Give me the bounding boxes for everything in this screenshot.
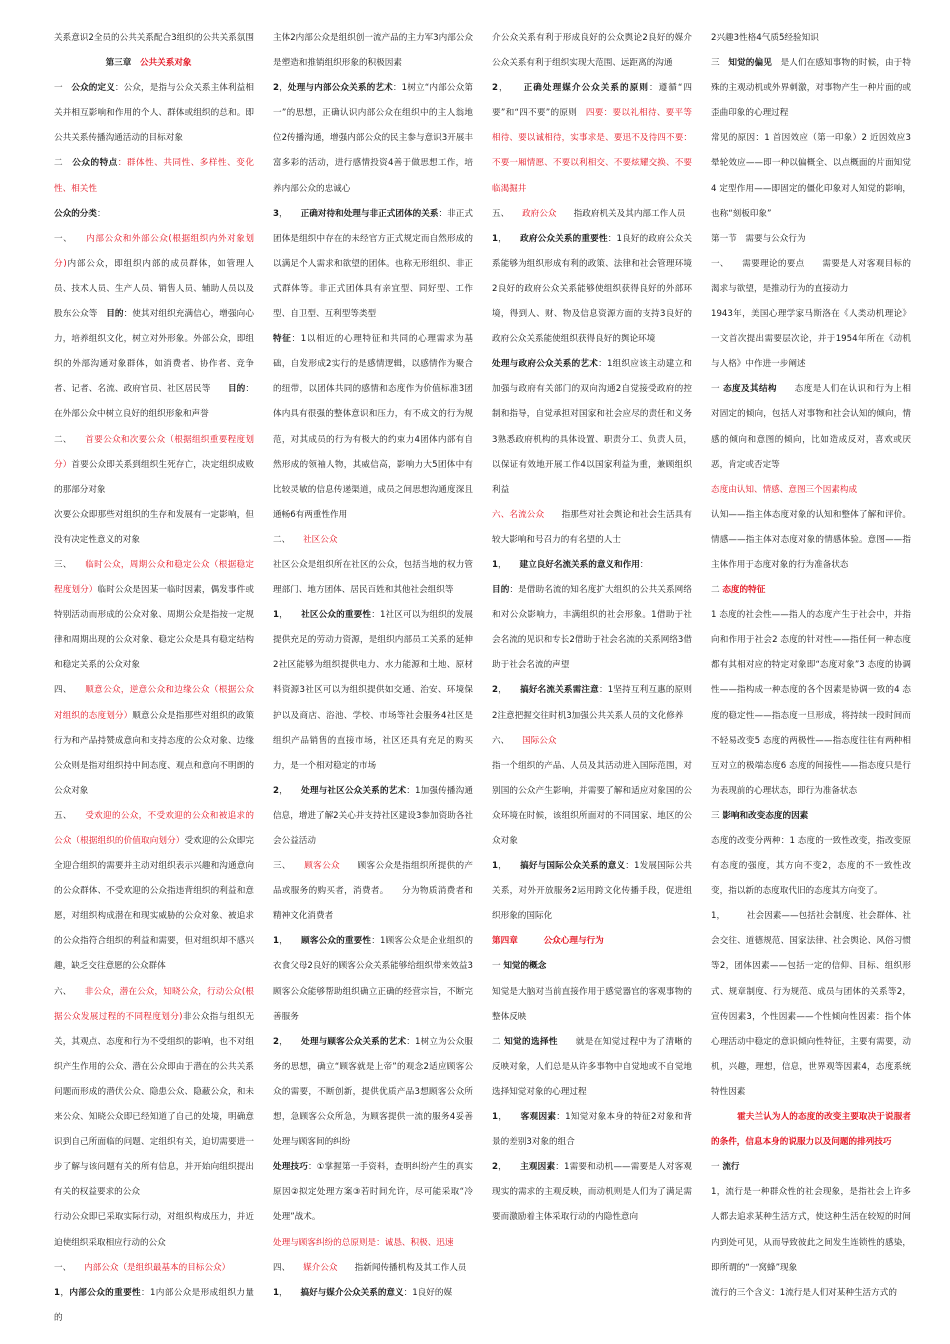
text-run: ：在外部公众中树立良好的组织形象和声誉: [54, 384, 254, 420]
text-run: 三、: [54, 559, 86, 570]
text-run: ，: [278, 1036, 302, 1047]
text-run: 一: [711, 1162, 723, 1173]
paragraph: [54, 26, 254, 51]
text-run: 主体2内部公众是组织创一流产品的主力军3内部公众是塑造和推销组织形象的积极因素: [273, 33, 473, 69]
text-run: 受欢迎的公众即完全迎合组织的需要并主动对组织表示兴趣和沟通意向的公众群体、不受欢迎的公众指违背组织的利益和意愿，对组织构成潜在和现实威胁的公众对象、被追求的公众指符合组织的利益和需要，但对组织却不感兴趣，缺乏交往意愿的公众群体: [54, 836, 254, 972]
text-run: 第一节 需要与公众行为: [711, 233, 806, 244]
text-run: 1: [492, 861, 498, 872]
text-run: 2: [492, 685, 498, 696]
text-run: 一、: [54, 1262, 85, 1273]
paragraph: [54, 1281, 254, 1326]
text-run: 国际公众: [522, 735, 557, 746]
paragraph: [711, 1155, 911, 1180]
text-run: 顺意公众，逆意公众和边缘公众（根据公众对组织的态度划分）: [54, 685, 254, 721]
paragraph: [273, 327, 473, 528]
text-run: ：群体性、共同性、多样性、变化性、相关性: [54, 158, 254, 194]
paragraph: [711, 804, 911, 829]
text-run: 客观因素: [520, 1112, 557, 1123]
text-run: 正确对待和处理与非正式团体的关系: [300, 208, 439, 219]
text-run: 社区公众的重要性: [301, 610, 372, 621]
text-run: 媒介公众: [303, 1262, 338, 1273]
text-run: 搞好与国际公众关系的意义: [520, 861, 626, 872]
paragraph: [492, 729, 692, 754]
text-run: 临时公众，周期公众和稳定公众（根据稳定程度划分）: [54, 559, 254, 596]
text-run: 1: [492, 1112, 498, 1123]
text-run: ：1组织应该主动建立和加强与政府有关部门的双向沟通2自觉接受政府的控制和指导，自觉承担对国家和社会应尽的责任和义务3熟悉政府机构的具体设置、职责分工、负责人员，以保证有效地开展工作4以国家利益为重，兼顾组织利益: [492, 359, 692, 495]
paragraph: [273, 528, 473, 553]
paragraph: [273, 1155, 473, 1230]
text-run: ，: [497, 559, 520, 570]
text-run: 一、: [54, 233, 87, 244]
text-run: 第四章 公众心理与行为: [492, 936, 604, 947]
paragraph: [54, 804, 254, 980]
text-run: 处理技巧: [273, 1162, 308, 1173]
text-run: 是人们在感知事物的时候，由于特殊的主观动机或外界刺激，对事物产生一种片面的或歪曲印象的心理过程: [711, 58, 911, 119]
text-run: ：1良好的政府公众关系能够为组织形成有利的政策、法律和社会管理环境2良好的政府公众关系能够使组织获得良好的外部环境，得到人、财、物及信息资源方面的支持3良好的政府公众关系能使组织获得良好的舆论环境: [492, 233, 692, 345]
text-run: 四、: [54, 685, 86, 696]
paragraph: [54, 1205, 254, 1255]
paragraph: [273, 76, 473, 201]
text-run: 介公众关系有利于形成良好的公众舆论2良好的媒介公众关系有利于组织实现大范围、远距离的沟通: [492, 33, 692, 69]
text-run: 三、: [273, 861, 305, 872]
text-run: 二: [711, 585, 723, 596]
paragraph: [273, 603, 473, 779]
paragraph: [492, 553, 692, 578]
text-run: 首要公众和次要公众（根据组织重要程度划分）: [54, 434, 254, 470]
text-run: 1: [492, 233, 498, 244]
paragraph: [492, 1155, 692, 1230]
text-run: 目的: [106, 309, 124, 320]
paragraph: [492, 678, 692, 728]
text-run: 非公众，潜在公众，知晓公众，行动公众(根据公众发展过程的不同程度划分): [54, 986, 254, 1022]
text-run: 公众的特点: [72, 158, 118, 169]
text-run: ，: [278, 610, 302, 621]
text-run: 顾客公众的重要性: [301, 936, 372, 947]
text-run: 2: [492, 83, 498, 94]
paragraph: [492, 227, 692, 352]
paragraph: [711, 26, 911, 51]
paragraph: [711, 603, 911, 804]
text-run: ，: [497, 83, 524, 94]
paragraph: [273, 1281, 473, 1306]
text-run: 常见的原因：1 首因效应（第一印象）2 近因效应3 晕轮效应——即一种以偏概全、以点概面的片面知觉4 定型作用——即固定的僵化印象对人知觉的影响，也称“刻板印象”: [711, 133, 911, 219]
text-run: 内部公众（是组织最基本的目标公众）: [84, 1262, 231, 1273]
paragraph: [492, 980, 692, 1030]
text-run: 搞好名流关系需注意: [520, 685, 599, 696]
text-run: ：非正式团体是组织中存在的未经官方正式规定而自然形成的以满足个人需求和欲望的团体。也称无形组织、非正式群体等。非正式团体具有亲宜型、同好型、工作型、自卫型、互利型等类型: [273, 208, 473, 320]
text-run: 二、: [273, 534, 304, 545]
text-run: 二: [54, 158, 73, 169]
text-run: 知觉的选择性: [504, 1036, 558, 1047]
text-run: 特征: [273, 334, 292, 345]
paragraph: [711, 126, 911, 226]
text-run: 霍夫兰认为人的态度的改变主要取决于说服者的条件，信息本身的说服力以及问题的排列技巧: [711, 1112, 911, 1148]
text-run: 处理与顾客公众关系的艺术: [301, 1036, 407, 1047]
text-run: 顾客公众: [304, 861, 340, 872]
text-run: 指那些对社会舆论和社会生活具有较大影响和号召力的有名望的人士: [492, 509, 692, 545]
text-run: 1: [273, 610, 279, 621]
paragraph: [711, 377, 911, 477]
text-run: ，: [497, 1112, 521, 1123]
paragraph: [54, 151, 254, 201]
paragraph: [54, 76, 254, 151]
text-column-4: [711, 26, 911, 1326]
text-column-3: [492, 26, 692, 1326]
paragraph: [492, 929, 692, 954]
text-run: 一、 需要理论的要点 需要是人对客观目标的渴求与欲望，是推动行为的直接动力: [711, 258, 911, 294]
paragraph: [711, 1105, 911, 1155]
text-run: ：1内部公众是形成组织力量的: [54, 1287, 254, 1323]
text-run: 一: [492, 961, 504, 972]
text-column-1: [54, 26, 254, 1326]
text-run: 顺意公众是指那些对组织的政策行为和产品持赞成意向和支持态度的公众对象、边缘公众则是指对组织持中间态度、观点和意向不明朗的公众对象: [54, 710, 254, 796]
text-column-2: [273, 26, 473, 1326]
text-run: 知觉是大脑对当前直接作用于感觉器官的客观事物的整体反映: [492, 986, 692, 1022]
text-run: 公众的分类: [54, 208, 97, 219]
text-run: ，: [278, 785, 302, 796]
text-run: 第三章: [54, 58, 140, 69]
text-run: ：1坚持互利互惠的原则2注意把握交往时机3加强公共关系人员的文化修养: [492, 685, 692, 721]
text-run: 2: [273, 1036, 279, 1047]
paragraph: [54, 678, 254, 803]
text-run: 搞好与媒介公众关系的意义: [300, 1287, 404, 1298]
paragraph: [492, 76, 692, 201]
text-run: ，: [278, 1287, 301, 1298]
text-run: ，: [278, 208, 301, 219]
text-run: 态度的特征: [722, 585, 766, 596]
paragraph: [492, 954, 692, 979]
document-page: [54, 26, 912, 1326]
text-run: 指新闻传播机构及其工作人员: [337, 1262, 467, 1273]
paragraph: [711, 503, 911, 578]
text-run: 正确处理媒介公众关系的原则: [523, 83, 649, 94]
text-run: 六、: [492, 735, 523, 746]
text-run: 处理与社区公众关系的艺术: [301, 785, 407, 796]
text-run: 内部公众和外部公众(根据组织内外对象划分): [54, 233, 254, 269]
text-run: ：1知觉对象本身的特征2对象和背景的差别3对象的组合: [492, 1112, 692, 1148]
text-run: 五、: [492, 208, 523, 219]
paragraph: [273, 202, 473, 327]
paragraph: [492, 578, 692, 678]
text-run: ：1发展国际公共关系，对外开放服务2运用跨文化传播手段，促进组织形象的国际化: [492, 861, 692, 922]
text-run: ：1树立为公众服务的思想，确立“顾客就是上帝”的观念2适应顾客公众的需要，不断创新，提供优质产品3想顾客公众所想，急顾客公众所急，为顾客提供一流的服务4妥善处理与顾客间的纠纷: [273, 1036, 473, 1148]
paragraph: [492, 26, 692, 76]
text-run: ：是借助名流的知名度扩大组织的公共关系网络和对公众影响力，丰满组织的社会形象。1借助于社会名流的见识和专长2借助于社会名流的关系网络3借助于社会名流的声望: [492, 585, 692, 671]
paragraph: [492, 754, 692, 854]
text-run: 态度及其结构: [723, 384, 777, 395]
text-run: 就是在知觉过程中为了清晰的反映对象，人们总是从许多事物中自觉地或不自觉地选择知觉对象的心理过程: [492, 1036, 692, 1097]
paragraph: [273, 26, 473, 76]
text-run: ：公众，是指与公众关系主体利益相关并相互影响和作用的个人、群体或组织的总和。即公共关系传播沟通活动的目标对象: [54, 83, 254, 144]
text-run: 三: [711, 58, 729, 69]
text-run: ，: [278, 936, 302, 947]
paragraph: [711, 1180, 911, 1280]
text-run: 流行的三个含义：1流行是人们对某种生活方式的: [711, 1287, 897, 1298]
text-run: 态度由认知、情感、意图三个因素构成: [711, 484, 858, 495]
text-run: 认知——指主体态度对象的认知和整体了解和评价。情感——指主体对态度对象的情感体验。意图——指主体作用于态度对象的行为准备状态: [711, 509, 911, 570]
text-run: 一: [711, 384, 724, 395]
text-run: ：1树立“内部公众第一”的思想，正确认识内部公众在组织中的主人翁地位2传播沟通，增强内部公众的民主参与意识3开展丰富多彩的活动，进行感情投资4善于做思想工作，培养内部公众的忠诚心: [273, 83, 473, 194]
paragraph: [492, 202, 692, 227]
text-run: 受欢迎的公众，不受欢迎的公众和被追求的公众（根据组织的价值取向划分）: [54, 810, 254, 846]
text-run: 社区公众: [303, 534, 338, 545]
paragraph: [492, 1030, 692, 1105]
paragraph: [492, 1105, 692, 1155]
text-run: 1: [54, 1287, 60, 1298]
paragraph: [711, 51, 911, 126]
text-run: 政府公众关系的重要性: [520, 233, 608, 244]
text-run: 顾客公众是指组织所提供的产品或服务的购买者，消费者。 分为物质消费者和精神文化消费者: [273, 861, 473, 922]
text-run: 1， 社会因素——包括社会制度、社会群体、社会交往、道德规范、国家法律、社会舆论、风俗习惯等2，团体因素——包括一定的信仰、目标、组织形式、规章制度、行为规范、成员与团体的关系等2，宣传因素3，个性因素——个性倾向性因素：指个体心理活动中稳定的意识倾向性特征，主要有需要，动机，兴趣，理想，信息，世界观等因素4，态度系统特性因素: [711, 911, 911, 1097]
paragraph: [711, 829, 911, 904]
text-run: ，: [497, 685, 521, 696]
text-run: ，: [59, 1287, 70, 1298]
text-run: 五、: [54, 810, 86, 821]
text-run: 指政府机关及其内部工作人员: [556, 208, 686, 219]
text-run: 1: [273, 936, 279, 947]
paragraph: [273, 779, 473, 854]
paragraph: [273, 1030, 473, 1155]
paragraph: [54, 553, 254, 678]
text-run: 处理与政府公众关系的艺术: [492, 359, 599, 370]
text-run: 政府公众: [522, 208, 557, 219]
text-run: 态度的改变分两种：1 态度的一致性改变，指改变原有态度的强度，其方向不变2，态度的不一致性改变，指以新的态度取代旧的态度其方向变了。: [711, 836, 911, 897]
text-run: 3: [273, 208, 279, 219]
text-run: ：: [96, 208, 106, 219]
text-run: 目的: [227, 384, 246, 395]
text-run: 内部公众的重要性: [69, 1287, 141, 1298]
paragraph: [273, 1256, 473, 1281]
text-run: 处理与顾客纠纷的总原则是：诚恳、积极、迅速: [273, 1237, 454, 1248]
paragraph: [273, 854, 473, 929]
text-run: ：1社区可以为组织的发展提供充足的劳动力资源，是组织内部员工关系的延伸2社区能够为组织提供电力、水力能源和土地、原材料资源3社区可以为组织提供如交通、治安、环境保护以及商店、浴池、学校、市场等社会服务4社区是组织产品销售的直接市场，社区还具有充足的购买力，是一个相对稳定的市场: [273, 610, 473, 771]
paragraph: [711, 252, 911, 302]
text-run: 态度是人们在认识和行为上相对固定的倾向，包括人对事物和社会认知的倾向，情感的倾向和意图的倾向，比如造成反对，喜欢或厌恶，肯定或否定等: [711, 384, 911, 470]
text-run: ，: [497, 861, 521, 872]
text-run: 建立良好名流关系的意义和作用: [519, 559, 640, 570]
text-run: 知觉的概念: [503, 961, 547, 972]
text-run: 2: [273, 785, 279, 796]
text-run: 三: [711, 810, 723, 821]
text-run: 内部公众，即组织内部的成员群体，如管理人员、技术人员、生产人员、销售人员、辅助人员以及股东公众等: [54, 258, 254, 320]
text-run: 二: [492, 1036, 505, 1047]
text-run: 2: [273, 83, 279, 94]
paragraph: [54, 227, 254, 428]
paragraph: [492, 352, 692, 503]
paragraph: [273, 553, 473, 603]
text-run: 次要公众即那些对组织的生存和发展有一定影响，但没有决定性意义的对象: [54, 509, 254, 545]
paragraph: [711, 578, 911, 603]
text-run: 首要公众即关系到组织生死存亡，决定组织成败的那部分对象: [54, 459, 254, 495]
paragraph: [54, 51, 254, 76]
text-run: 1943年，美国心理学家马斯洛在《人类动机理论》一文首次提出需要层次论，并于1954年所在《动机与人格》中作进一步阐述: [711, 309, 911, 370]
text-run: ：: [639, 559, 649, 570]
text-run: 二、: [54, 434, 86, 445]
text-run: 2兴趣3性格4气质5经验知识: [711, 33, 819, 43]
text-run: ：使其对组织充满信心，增强向心力，培养组织文化，树立对外形象。外部公众，即组织的外部沟通对象群体，如消费者、协作者、竞争者、记者、名流、政府官员、社区居民等: [54, 309, 254, 395]
text-run: ：1以相近的心理特征和共同的心理需求为基础，自发形成2实行的是感情逻辑，以感情作为聚合的纽带，以团体共同的感情和态度作为价值标准3团体内具有很强的整体意识和压力，有不成文的行为规范，对其成员的行为有极大的约束力4团体内部有自然形成的领袖人物，其威信高，影响力大5团体中有比较灵敏的信息传递渠道，成员之间思想沟通度深且通畅6有两重性作用: [273, 334, 473, 520]
text-run: 社区公众是组织所在社区的公众，包括当地的权力管理部门、地方团体、居民百姓和其他社会组织等: [273, 559, 473, 596]
text-run: 四要：要以礼相待、要平等相待、要以诚相待，实事求是、要迅不及待四不要：不要一厢情愿、不要以利相交、不要炫耀交换、不要临渴掘井: [492, 108, 692, 194]
text-run: ：①掌握第一手资料，查明纠纷产生的真实原因②拟定处理方案③若时间允许，尽可能采取“冷处理”战术。: [273, 1162, 473, 1223]
paragraph: [711, 1281, 911, 1306]
text-run: 处理与内部公众关系的艺术: [287, 83, 393, 94]
text-run: 公众的定义: [71, 83, 115, 94]
paragraph: [711, 302, 911, 377]
text-run: ：1顾客公众是企业组织的衣食父母2良好的顾客公众关系能够给组织带来效益3顾客公众能够帮助组织确立正确的经营宗旨，不断完善服务: [273, 936, 473, 1022]
paragraph: [711, 478, 911, 503]
text-run: 指一个组织的产品、人员及其活动进入国际范围，对别国的公众产生影响，并需要了解和适应对象国的公众环境在时候，该组织所面对的不同国家、地区的公众对象: [492, 760, 692, 846]
text-run: 2: [492, 1162, 498, 1173]
paragraph: [492, 854, 692, 929]
text-run: 临时公众是因某一临时因素，偶发事件或特别活动而形成的公众对象、周期公众是指按一定规律和周期出现的公众对象、稳定公众是具有稳定结构和稳定关系的公众对象: [54, 585, 254, 671]
paragraph: [54, 202, 254, 227]
paragraph: [711, 227, 911, 252]
text-run: ：1良好的媒: [403, 1287, 453, 1298]
text-run: 流行: [722, 1162, 740, 1173]
text-run: 影响和改变态度的因素: [722, 810, 809, 821]
text-run: 四、: [273, 1262, 304, 1273]
text-run: 关系意识2全员的公共关系配合3组织的公共关系氛围: [54, 33, 254, 43]
paragraph: [273, 929, 473, 1029]
text-run: 主观因素: [520, 1162, 556, 1173]
text-run: 行动公众即已采取实际行动，对组织构成压力，并近迫使组织采取相应行动的公众: [54, 1212, 254, 1248]
paragraph: [273, 1231, 473, 1256]
text-run: ，: [497, 233, 521, 244]
text-run: 六、名流公众: [492, 509, 545, 520]
paragraph: [54, 503, 254, 553]
paragraph: [54, 428, 254, 503]
text-run: 目的: [492, 585, 510, 596]
paragraph: [54, 1256, 254, 1281]
text-run: 1: [273, 1287, 279, 1298]
text-run: 公共关系对象: [139, 58, 192, 69]
text-run: 非公众指与组织无关，其观点、态度和行为不受组织的影响，也不对组织产生作用的公众、潜在公众即由于潜在的公共关系问题而形成的潜伏公众、隐患公众、隐蔽公众，和未来公众、知晓公众即已经知道了自己的处境，明确意识到自己所面临的问题、定组织有关，迫切需要进一步了解与该问题有关的所有信息，并开始向组织提出有关的权益要求的公众: [54, 1011, 254, 1198]
paragraph: [492, 503, 692, 553]
text-run: 一: [54, 83, 72, 94]
paragraph: [711, 904, 911, 1105]
text-run: 1，流行是一种群众性的社会现象，是指社会上许多人都去追求某种生活方式，使这种生活在较短的时间内到处可见，从而导致彼此之间发生连锁性的感染，即所谓的“一窝蜂”现象: [711, 1187, 911, 1273]
text-run: 六、: [54, 986, 85, 997]
text-run: 1: [492, 559, 498, 570]
text-run: 知觉的偏见: [728, 58, 772, 69]
text-run: ，: [278, 83, 288, 94]
paragraph: [54, 980, 254, 1206]
text-run: ，: [497, 1162, 521, 1173]
text-run: 1 态度的社会性——指人的态度产生于社会中，并指向和作用于社会2 态度的针对性——指任何一种态度都有其相对应的特定对象即“态度对象”3 态度的协调性——指构成一种态度的各个因素是协调一致的4 态度的稳定性——指态度一旦形成，将持续一段时间而不轻易改变5 态度的两极性——指态度往往有两种相互对立的极端态度6 态度的间接性——指态度只是行为表现前的心理状态，即行为准备状态: [711, 610, 911, 796]
text-run: ：1加强传播沟通信息，增进了解2关心并支持社区建设3参加资助各社会公益活动: [273, 785, 473, 846]
text-run: ：1需要和动机——需要是人对客观现实的需求的主观反映，而动机则是人们为了满足需要而激励着主体采取行动的内隐性意向: [492, 1162, 692, 1223]
text-run: ：遵循“四要”和“四不要”的原则: [492, 83, 692, 119]
